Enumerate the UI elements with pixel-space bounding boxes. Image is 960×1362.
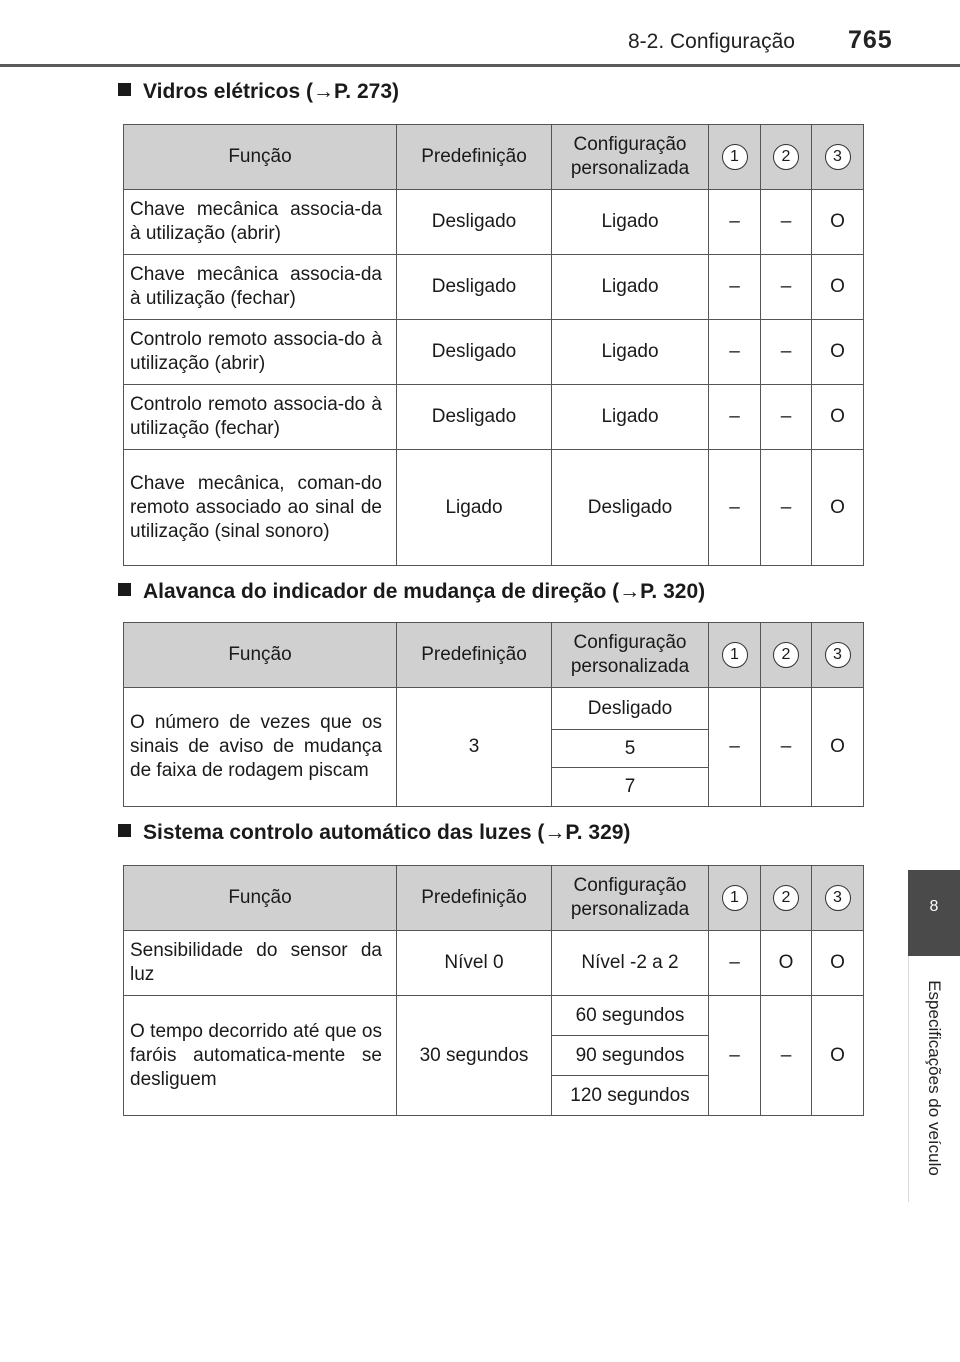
cell-c3: O — [812, 385, 864, 450]
cell-c2: O — [761, 931, 812, 996]
cell-c2: – — [761, 688, 812, 807]
cell-default: Desligado — [397, 320, 552, 385]
col-header-custom: Configuração personalizada — [552, 623, 709, 688]
cell-c3: O — [812, 450, 864, 566]
col-header-2 — [761, 623, 812, 688]
cell-c2: – — [761, 450, 812, 566]
cell-custom-option: Desligado — [552, 688, 709, 730]
cell-c3: O — [812, 688, 864, 807]
cell-c2: – — [761, 255, 812, 320]
table-row — [124, 190, 864, 255]
circle-3-icon: 3 — [825, 144, 851, 170]
settings-table-power-windows — [123, 124, 864, 566]
chapter-label: Especificações do veículo — [925, 980, 944, 1176]
chapter-number: 8 — [929, 898, 939, 915]
section-title-power-windows — [118, 80, 399, 104]
circle-2-icon: 2 — [773, 144, 799, 170]
col-header-1 — [709, 125, 761, 190]
page-number: 765 — [848, 26, 893, 54]
cell-c1: – — [709, 190, 761, 255]
cell-func: Chave mecânica, coman-do remoto associado ao sinal de utilização (sinal sonoro) — [124, 450, 397, 566]
cell-custom: Ligado — [552, 385, 709, 450]
cell-custom-option: 5 — [552, 730, 709, 768]
cell-c1: – — [709, 996, 761, 1116]
cell-custom-option: 90 segundos — [552, 1036, 709, 1076]
cell-c1: – — [709, 320, 761, 385]
cell-custom: Desligado — [552, 450, 709, 566]
table-row — [124, 996, 864, 1036]
cell-custom: Ligado — [552, 320, 709, 385]
col-header-1 — [709, 866, 761, 931]
col-header-3 — [812, 623, 864, 688]
cell-c1: – — [709, 450, 761, 566]
bullet-square-icon — [118, 83, 131, 96]
section-title-text: Vidros elétricos (→P. 273) — [143, 80, 400, 103]
header-divider — [0, 64, 960, 67]
cell-func: O número de vezes que os sinais de aviso de mudança de faixa de rodagem piscam — [124, 688, 397, 807]
col-header-2 — [761, 125, 812, 190]
cell-c1: – — [709, 688, 761, 807]
cell-func: Controlo remoto associa-do à utilização (fechar) — [124, 385, 397, 450]
cell-custom-option: 7 — [552, 768, 709, 807]
table-row — [124, 931, 864, 996]
table-row — [124, 450, 864, 566]
settings-table-auto-lights — [123, 865, 864, 1116]
cell-c3: O — [812, 190, 864, 255]
cell-func: Controlo remoto associa-do à utilização (abrir) — [124, 320, 397, 385]
cell-c2: – — [761, 996, 812, 1116]
circle-1-icon: 1 — [722, 642, 748, 668]
col-header-default: Predefinição — [397, 866, 552, 931]
cell-custom: Ligado — [552, 190, 709, 255]
cell-c2: – — [761, 190, 812, 255]
bullet-square-icon — [118, 583, 131, 596]
col-header-func: Função — [124, 125, 397, 190]
circle-1-icon: 1 — [722, 885, 748, 911]
section-title-text: Sistema controlo automático das luzes (→P. 329) — [143, 821, 631, 844]
circle-2-icon: 2 — [773, 642, 799, 668]
table-row — [124, 255, 864, 320]
cell-c3: O — [812, 320, 864, 385]
cell-c3: O — [812, 931, 864, 996]
table-header-row — [124, 866, 864, 931]
settings-table-turn-signal — [123, 622, 864, 807]
cell-func: Chave mecânica associa-da à utilização (abrir) — [124, 190, 397, 255]
cell-custom: Nível -2 a 2 — [552, 931, 709, 996]
cell-default: Desligado — [397, 190, 552, 255]
cell-default: Nível 0 — [397, 931, 552, 996]
cell-custom-option: 120 segundos — [552, 1076, 709, 1116]
cell-c3: O — [812, 255, 864, 320]
cell-custom: Ligado — [552, 255, 709, 320]
cell-default: 3 — [397, 688, 552, 807]
col-header-3 — [812, 125, 864, 190]
section-title-text: Alavanca do indicador de mudança de direção (→P. 320) — [143, 580, 706, 603]
cell-default: 30 segundos — [397, 996, 552, 1116]
circle-3-icon: 3 — [825, 642, 851, 668]
col-header-1 — [709, 623, 761, 688]
circle-3-icon: 3 — [825, 885, 851, 911]
circle-2-icon: 2 — [773, 885, 799, 911]
cell-func: Chave mecânica associa-da à utilização (fechar) — [124, 255, 397, 320]
cell-default: Ligado — [397, 450, 552, 566]
cell-c2: – — [761, 385, 812, 450]
cell-default: Desligado — [397, 255, 552, 320]
bullet-square-icon — [118, 824, 131, 837]
chapter-tab — [908, 870, 960, 956]
header-section-title: 8-2. Configuração — [628, 30, 795, 53]
col-header-default: Predefinição — [397, 623, 552, 688]
col-header-custom: Configuração personalizada — [552, 866, 709, 931]
col-header-func: Função — [124, 866, 397, 931]
cell-custom-option: 60 segundos — [552, 996, 709, 1036]
col-header-2 — [761, 866, 812, 931]
cell-c2: – — [761, 320, 812, 385]
table-row — [124, 385, 864, 450]
table-header-row — [124, 125, 864, 190]
cell-c3: O — [812, 996, 864, 1116]
section-title-turn-signal — [118, 580, 705, 604]
col-header-3 — [812, 866, 864, 931]
cell-func: Sensibilidade do sensor da luz — [124, 931, 397, 996]
cell-c1: – — [709, 385, 761, 450]
circle-1-icon: 1 — [722, 144, 748, 170]
section-title-auto-lights — [118, 821, 630, 845]
cell-default: Desligado — [397, 385, 552, 450]
col-header-func: Função — [124, 623, 397, 688]
table-row — [124, 688, 864, 730]
cell-func: O tempo decorrido até que os faróis automatica-mente se desliguem — [124, 996, 397, 1116]
col-header-default: Predefinição — [397, 125, 552, 190]
table-header-row — [124, 623, 864, 688]
cell-c1: – — [709, 931, 761, 996]
table-row — [124, 320, 864, 385]
cell-c1: – — [709, 255, 761, 320]
col-header-custom: Configuração personalizada — [552, 125, 709, 190]
